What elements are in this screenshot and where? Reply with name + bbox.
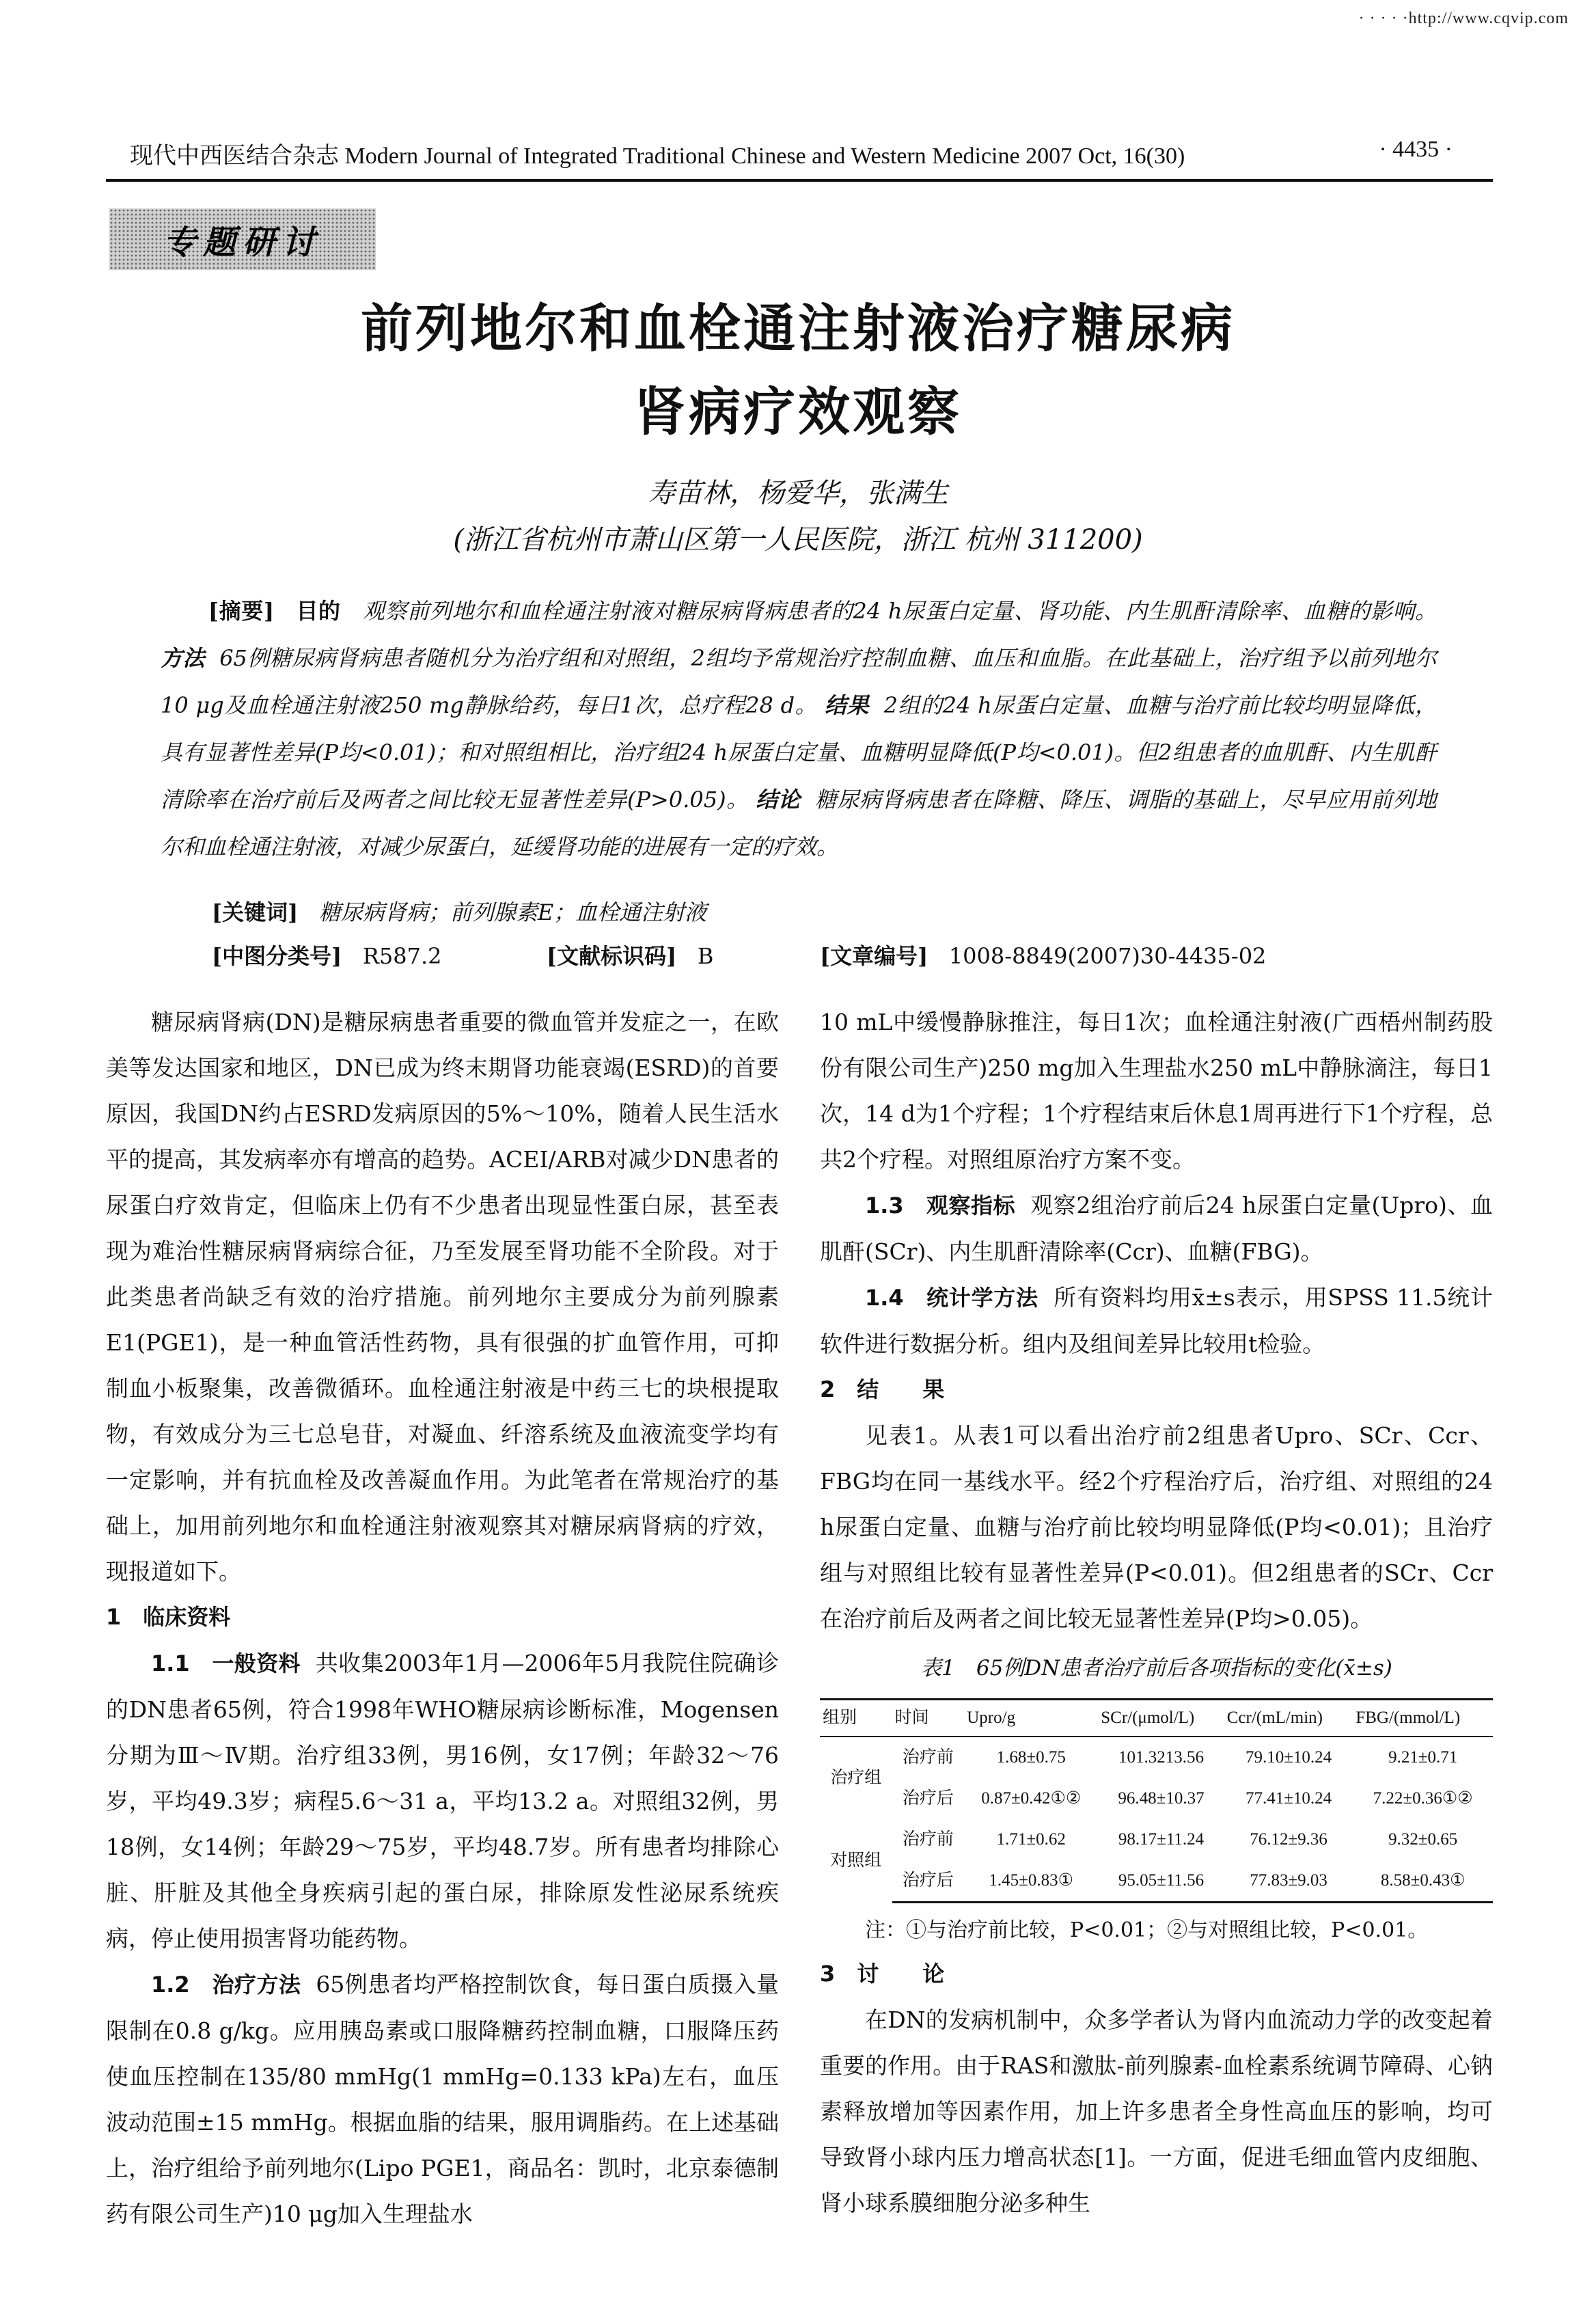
table-header: 组别 — [820, 1700, 892, 1737]
table-row — [820, 1778, 1493, 1819]
page-number: · 4435 · — [1379, 137, 1453, 162]
group-cell: 对照组 — [830, 1851, 882, 1870]
results-label: 结果 — [824, 692, 870, 718]
abstract-label: [摘要] — [208, 598, 275, 624]
conclusion-text: 糖尿病肾病患者在降糖、降压、调脂的基础上，尽早应用前列地尔和血栓通注射液，对减少尿蛋白，延缓肾功能的进展有一定的疗效。 — [161, 787, 1437, 860]
heading-clinical-data: 1 临床资料 — [106, 1604, 231, 1630]
clc-label: [中图分类号] — [212, 943, 342, 969]
methods-text: 65例糖尿病肾病患者随机分为治疗组和对照组，2组均予常规治疗控制血糖、血压和血脂。在此基础上，治疗组予以前列地尔10 μg及血栓通注射液250 mg静脉给药，每日1次，总疗程28 d。 — [161, 645, 1437, 718]
table-header: Upro/g — [964, 1700, 1098, 1737]
section-1-4-text: 所有资料均用x̄±s表示，用SPSS 11.5统计软件进行数据分析。组内及组间差异比较用t检验。 — [820, 1284, 1493, 1357]
authors: 寿苗林，杨爱华，张满生 — [648, 478, 948, 509]
table-row — [820, 1819, 1493, 1860]
table-cell: 95.05±11.56 — [1098, 1860, 1224, 1903]
keywords — [212, 895, 706, 927]
article-number-label: [文章编号] — [820, 943, 928, 969]
affiliation: (浙江省杭州市萧山区第一人民医院，浙江 杭州 311200) — [453, 524, 1143, 556]
table-cell: 96.48±10.37 — [1118, 1789, 1205, 1808]
title-line-2: 肾病疗效观察 — [634, 381, 962, 442]
results-paragraph: 见表1。从表1可以看出治疗前2组患者Upro、SCr、Ccr、FBG均在同一基线水平。经2个疗程治疗后，治疗组、对照组的24 h尿蛋白定量、血糖与治疗前比较均明显降低(P均<0.01)；且治疗组与对照组比较有显著性差异(P<0.01)。但2组患者的SCr、Ccr在治疗前后及两者之间比较无显著性差异(P均>0.05)。 — [820, 1422, 1493, 1632]
intro-paragraph: 糖尿病肾病(DN)是糖尿病患者重要的微血管并发症之一，在欧美等发达国家和地区，DN已成为终末期肾功能衰竭(ESRD)的首要原因，我国DN约占ESRD发病原因的5%～10%，随着人民生活水平的提高，其发病率亦有增高的趋势。ACEI/ARB对减少DN患者的尿蛋白疗效肯定，但临床上仍有不少患者出现显性蛋白尿，甚至表现为难治性糖尿病肾病综合征，乃至发展至肾功能不全阶段。对于此类患者尚缺乏有效的治疗措施。前列地尔主要成分为前列腺素E1(PGE1)，是一种血管活性药物，具有很强的扩血管作用，可抑制血小板聚集，改善微循环。血栓通注射液是中药三七的块根提取物，有效成分为三七总皂苷，对凝血、纤溶系统及血液流变学均有一定影响，并有抗血栓及改善凝血作用。为此笔者在常规治疗的基础上，加用前列地尔和血栓通注射液观察其对糖尿病肾病的疗效，现报道如下。 — [106, 1009, 779, 1585]
doc-code-label: [文献标识码] — [547, 943, 677, 969]
table-cell: 治疗后 — [902, 1789, 954, 1808]
article-number-field — [820, 939, 1266, 970]
table-note: 注：①与治疗前比较，P<0.01；②与对照组比较，P<0.01。 — [865, 1918, 1429, 1942]
table-cell: 79.10±10.24 — [1245, 1748, 1332, 1767]
table-row — [820, 1860, 1493, 1903]
left-column — [106, 999, 779, 2237]
section-label-box — [109, 208, 376, 270]
table-header: SCr/(μmol/L) — [1098, 1700, 1224, 1737]
conclusion-label: 结论 — [756, 787, 801, 813]
table-cell: 7.22±0.36①② — [1373, 1789, 1473, 1808]
table-cell: 8.58±0.43① — [1353, 1860, 1493, 1903]
table-cell: 1.68±0.75 — [996, 1748, 1066, 1767]
table-header: FBG/(mmol/L) — [1353, 1700, 1493, 1737]
table-cell: 98.17±11.24 — [1118, 1830, 1205, 1849]
objective-label: 目的 — [296, 598, 341, 624]
article-title — [0, 287, 1596, 454]
table-cell: 77.83±9.03 — [1224, 1860, 1353, 1903]
section-1-3-label: 1.3 观察指标 — [865, 1193, 1016, 1219]
table-cell: 治疗前 — [902, 1830, 954, 1849]
section-1-2-continued: 10 mL中缓慢静脉推注，每日1次；血栓通注射液(广西梧州制药股份有限公司生产)250 mg加入生理盐水250 mL中静脉滴注，每日1次，14 d为1个疗程；1个疗程结束后休息1周再进行下1个疗程，总共2个疗程。对照组原治疗方案不变。 — [820, 1009, 1493, 1173]
keywords-label: [关键词] — [212, 899, 299, 925]
doc-code-field — [547, 939, 713, 970]
abstract — [161, 588, 1437, 871]
section-1-2-label: 1.2 治疗方法 — [151, 1972, 301, 1998]
article-number-value: 1008-8849(2007)30-4435-02 — [948, 943, 1267, 969]
section-1-4 — [820, 1275, 1493, 1367]
section-1-2-text: 65例患者均严格控制饮食，每日蛋白质摄入量限制在0.8 g/kg。应用胰岛素或口服降糖药控制血糖，口服降压药使血压控制在135/80 mmHg(1 mmHg=0.133 kPa)左右，血压波动范围±15 mmHg。根据血脂的结果，服用调脂药。在上述基础上，治疗组给予前列地尔(Lipo PGE1，商品名：凯时，北京泰德制药有限公司生产)10 μg加入生理盐水 — [106, 1971, 779, 2227]
table-cell: 101.3213.56 — [1118, 1748, 1204, 1767]
table-cell: 治疗前 — [902, 1748, 954, 1767]
right-column — [820, 999, 1493, 2226]
table-cell: 1.45±0.83① — [964, 1860, 1098, 1903]
section-1-1 — [106, 1640, 779, 1961]
section-1-3 — [820, 1182, 1493, 1275]
section-1-1-text: 共收集2003年1月—2006年5月我院住院确诊的DN患者65例，符合1998年WHO糖尿病诊断标准，Mogensen分期为Ⅲ～Ⅳ期。治疗组33例，男16例，女17例；年龄32～76岁，平均49.3岁；病程5.6～31 a，平均13.2 a。对照组32例，男18例，女14例；年龄29～75岁，平均48.7岁。所有患者均排除心脏、肝脏及其他全身疾病引起的蛋白尿，排除原发性泌尿系统疾病，停止使用损害肾功能药物。 — [106, 1650, 779, 1952]
title-line-1: 前列地尔和血栓通注射液治疗糖尿病 — [361, 298, 1235, 359]
running-header — [130, 137, 1453, 170]
section-label: 专题研讨 — [163, 223, 322, 262]
source-watermark: · · · · ·http://www.cqvip.com — [1358, 10, 1569, 27]
results-text: 2组的24 h尿蛋白定量、血糖与治疗前比较均明显降低，具有显著性差异(P均<0.01)；和对照组相比，治疗组24 h尿蛋白定量、血糖明显降低(P均<0.01)。但2组患者的血肌酐、内生肌酐清除率在治疗前后及两者之间比较无显著性差异(P>0.05)。 — [161, 692, 1437, 813]
table-header-row — [820, 1700, 1493, 1737]
clc-value: R587.2 — [362, 943, 442, 969]
keywords-text: 糖尿病肾病；前列腺素E；血栓通注射液 — [318, 899, 707, 925]
section-1-1-label: 1.1 一般资料 — [151, 1650, 301, 1676]
heading-discussion: 3 讨 论 — [820, 1961, 945, 1987]
table-header: 时间 — [892, 1700, 965, 1737]
table-cell: 77.41±10.24 — [1245, 1789, 1332, 1808]
journal-name: 现代中西医结合杂志 Modern Journal of Integrated Traditional Chinese and Western Medicine 2007 Oct, 16(30) — [130, 144, 1185, 169]
results-table — [820, 1698, 1493, 1903]
group-cell: 治疗组 — [830, 1769, 882, 1787]
section-1-2 — [106, 1961, 779, 2237]
discussion-paragraph: 在DN的发病机制中，众多学者认为肾内血流动力学的改变起着重要的作用。由于RAS和激肽-前列腺素-血栓素系统调节障碍、心钠素释放增加等因素作用，加上许多患者全身性高血压的影响，均可导致肾小球内压力增高状态[1]。一方面，促进毛细血管内皮细胞、肾小球系膜细胞分泌多种生 — [820, 2006, 1493, 2216]
doc-code-value: B — [697, 943, 714, 969]
objective-text: 观察前列地尔和血栓通注射液对糖尿病肾病患者的24 h尿蛋白定量、肾功能、内生肌酐清除率、血糖的影响。 — [363, 598, 1437, 624]
table-cell: 0.87±0.42①② — [981, 1789, 1082, 1808]
table-cell: 9.21±0.71 — [1388, 1748, 1458, 1767]
table-cell: 9.32±0.65 — [1388, 1830, 1458, 1849]
table-cell: 1.71±0.62 — [996, 1830, 1066, 1849]
methods-label: 方法 — [161, 645, 205, 671]
table-row — [820, 1737, 1493, 1778]
clc-field — [212, 939, 442, 970]
header-rule — [106, 179, 1493, 182]
table-cell: 76.12±9.36 — [1250, 1830, 1327, 1849]
table-cell: 治疗后 — [892, 1860, 965, 1903]
table-caption: 表1 65例DN患者治疗前后各项指标的变化(x̄±s) — [920, 1656, 1392, 1680]
table-header: Ccr/(mL/min) — [1224, 1700, 1353, 1737]
section-1-4-label: 1.4 统计学方法 — [865, 1285, 1038, 1311]
section-1-3-text: 观察2组治疗前后24 h尿蛋白定量(Upro)、血肌酐(SCr)、内生肌酐清除率(Ccr)、血糖(FBG)。 — [820, 1192, 1493, 1265]
heading-results: 2 结 果 — [820, 1376, 945, 1402]
